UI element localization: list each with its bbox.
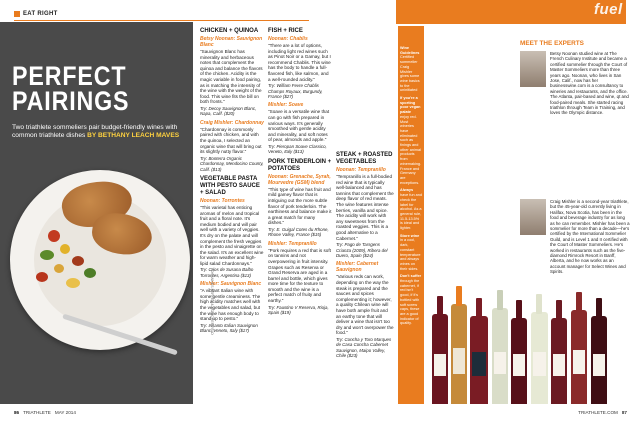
column-3 (336, 152, 394, 362)
bottle-neck (596, 298, 602, 318)
wine-pick-body: "There are a lot of options, including light red wines such as Pinot Noir or a Gamay, but I recommend Chablis. This wine has the body to handle a full-flavored fish, like salmon, and a well-rounded acidity." (268, 43, 331, 82)
wine-pick-body: "Pork requires a red that is soft on tannins and not overpowering in fruit intensity. Grapes such as Reserva or Grand Reserva are aged in a barrel and bottle, which gives more time for the texture to smooth and the wine is a perfect match of fruity and earthy." (268, 247, 331, 304)
wine-pick-try: Try: Decoy Sauvignon Blanc, Napa, Calif. ($20) (200, 105, 257, 117)
dish-heading: FISH + RICE (268, 28, 303, 34)
greens-image (40, 250, 54, 260)
issue-date: MAY 2014 (54, 410, 76, 415)
bottle-neck (437, 296, 443, 316)
wine-pick-body: "Various reds can work, depending on the way the steak is prepared and the sauces and spices complementing it; however, a quality Chilean wine will have both ample fruit and an earthy tone that will deliver a wine that isn't too dry and won't overpower the food." (336, 274, 394, 336)
section-label: EAT RIGHT (23, 11, 58, 17)
wine-pick-try: Try: Insanto Italian Sauvignon Blanc, Veneto, Italy ($17) (200, 322, 258, 334)
tip-heading: Always (400, 188, 414, 193)
section-marker-icon (14, 11, 20, 17)
deck-text: Two triathlete sommeliers pair budget-friendly wines with common triathlete dishes (12, 124, 178, 139)
section-brand: fuel (594, 1, 623, 18)
bottle-image (551, 318, 567, 404)
bottle-image (432, 314, 448, 404)
wine-pick-body: "Soave is a versatile wine that can go with fish prepared in various ways. It's generally smoothed with gentle acidity and minerality, and soft notes of pear, almonds and apple." (268, 109, 330, 143)
wine-pick-name: Noonan: Tempranillo (336, 167, 386, 173)
title-line-2: PAIRINGS (12, 86, 130, 116)
wine-pick-try: Try: William Fevre Chablis Champs Royaux, Burgundy, France ($27) (268, 83, 323, 99)
photo-credit: JOHANNES BERTEL & GOOCHERVISIO (210, 268, 214, 335)
guidelines-title: Wine Guidelines (400, 46, 420, 55)
footer-right (578, 410, 627, 415)
dish-heading: PORK TENDERLOIN + POTATOES (268, 158, 332, 172)
expert-portrait (520, 51, 546, 87)
tip-heading: Store wine (400, 233, 420, 238)
wine-pick-name: Noonan: Grenache, Syrah, Mourvedre (GSM) blend (268, 173, 331, 186)
expert-bio: Betsy Noonan studied wine at The French Culinary Institute and became a certified sommelier through the Court of Master Sommeliers more than three years ago. Noonan, who lives in San Jose, Calif., now has her businesswine.com is a consultancy to wineries and restaurants, and the office. The Atlanta, pair-based and wine, qt and food-paired meals. She started racing triathlon through Team in Training, and loves the Olympic distance. (550, 51, 629, 116)
experts-heading: MEET THE EXPERTS (520, 40, 584, 47)
guideline-tip (400, 96, 422, 185)
bottle-image (511, 318, 527, 404)
page-banner (396, 0, 626, 24)
tip-text: through the cabernet, if red isn't good, if it's bottled with soft screw caps, these are a good indicator of quality. (400, 279, 420, 326)
corn-image (60, 244, 70, 254)
wine-pick-name: Mishler: Cabernet Sauvignon (336, 261, 379, 274)
wine-pick-body: "This type of wine has fruit and mild gamey flavor that is intriguing out the more subtle flavor of pork tenderloin. The earthiness and balance make it a great match for many dishes." (268, 186, 332, 226)
tomato-image (72, 256, 84, 266)
bottle-image (591, 316, 607, 404)
wine-pick-name: Noonan: Torrontes (200, 197, 245, 204)
article-deck (12, 124, 187, 140)
tip-text: enjoy red. Most wineries have eliminated such as finings and other animal products from winemaking. France and Germany are exceptions. (400, 114, 422, 185)
wine-pick-body: "Chardonnay is commonly paired with chicken, and with the quinoa, I selected an organic wine that will bring out its slightly nutty flavor." (200, 126, 262, 155)
tip-text: have fun and check the label for alcohol. As a general rule, 11.5-13.5% is ideal and lighter. (400, 193, 422, 231)
wine-pick-body: "A vibrant Italian wine with some gentle creaminess. The high acidity matches well with the vegetables and salad, but the wine has enough body to stand up to pesto." (200, 288, 261, 322)
tip-heading: Don't suffer (400, 274, 422, 279)
page-number: 87 (621, 410, 627, 415)
column-2 (268, 28, 332, 318)
bottle-image (470, 316, 488, 404)
expert-portrait (520, 199, 546, 235)
title-line-1: PERFECT (12, 61, 127, 91)
wine-pick-try: Try: Pieropan Soave Classico, Veneto, Italy ($13) (268, 143, 327, 155)
bottle-image (492, 308, 508, 404)
wine-pick-body: "Sauvignon Blanc has minerality and herbaceous notes that complement the quinoa and balance the flavors of the chicken. Acidity is the magic variable in food pairing, as is matching the intensity of the wine with the weight of the food. This wine fits the bill on both fronts." (200, 49, 263, 105)
guideline-tip (400, 274, 422, 326)
experts-panel (520, 40, 630, 275)
magazine-name: TRIATHLETE (23, 410, 51, 415)
wine-pick-name: Mishler: Tempranillo (268, 240, 317, 247)
wine-pick-name: Mishler: Soave (268, 102, 304, 109)
bottle-neck (536, 294, 542, 314)
wine-pick-try: Try: Pago de Tarsgens Crianza (2009), Ribera del Duero, Spain ($24) (336, 242, 388, 258)
guideline-tip (400, 234, 422, 272)
wine-pick-name: Craig Mishler: Chardonnay (200, 119, 264, 126)
tomato-image (36, 272, 48, 282)
tomato-image (48, 230, 60, 242)
guideline-tip (400, 188, 422, 230)
guidelines-sidebar (398, 26, 424, 404)
wine-pick-name: Noonan: Chablis (268, 36, 308, 42)
wine-pick-body: "This varietal has enticing aromas of melon and tropical fruit and a floral note. It's medium bodied and will pair well with a variety of veggies. It's dry on the palate and will complement the fresh veggies in the pesto and vinaigrette on the salad. It's an excellent wine for warm weather and high-lipid salad Chardonnays." (200, 204, 264, 266)
article-title (12, 61, 130, 116)
bottle-neck (576, 292, 582, 312)
bottle-neck (476, 298, 482, 318)
dish-heading: STEAK + ROASTED VEGETABLES (336, 152, 393, 165)
tip-heading: If you're a sporting poor vegan palate (400, 96, 421, 115)
magazine-url: TRIATHLETE.COM (578, 410, 618, 415)
page-number: 86 (14, 410, 20, 415)
wine-pick-try: Try: Faustino V Reserva, Rioja, Spain ($19) (268, 304, 329, 316)
tip-text: in a cool, dark, constant temperature and always wines on their sides. (400, 238, 421, 271)
wine-pick-name: Mishler: Sauvignon Blanc (200, 281, 262, 288)
bottle-image (451, 304, 467, 404)
wine-pick-name: Betsy Noonan: Sauvignon Blanc (200, 36, 263, 48)
bottle-image (531, 312, 548, 404)
wine-pick-try: Try: E. Guigal Cotes du Rhone, Rhone Valley, France ($15) (268, 226, 329, 238)
section-header (14, 10, 58, 18)
wine-pick-try: Try: Concha y Toro Marques de Casa Concha Cabernet Sauvignon, Maipo Valley, Chile ($23) (336, 336, 392, 359)
guidelines-intro: Certified sommelier Craig Mishler gives some wine basics to the uninitiated (400, 55, 420, 93)
footer-left (14, 410, 76, 415)
food-photo (0, 22, 193, 404)
wine-pick-try: Try: Crios de Susana Balbo Torrontes, Argentina ($13) (200, 267, 254, 278)
wine-pick-body: "Tempranillo is a full-bodied red wine that is typically well-balanced and has tannins that complement the deep flavor of red meats. The wine features intense berries, vanilla and spice. The acidity will work with any sweetness from the roasted veggies. This is a good alternative to a Cabernet." (336, 174, 394, 241)
dish-heading: VEGETABLE PASTA WITH PESTO SAUCE + SALAD (200, 175, 260, 196)
byline: BY BETHANY LEACH MAVES (87, 132, 180, 139)
guidelines-heading (400, 46, 422, 93)
bottle-neck (497, 290, 503, 310)
expert-noonan (520, 51, 630, 193)
header-rule (14, 20, 309, 21)
bottle-neck (556, 300, 562, 320)
bottle-neck (456, 286, 462, 306)
corn-image (54, 264, 64, 273)
expert-mishler (520, 199, 630, 275)
greens-image (84, 268, 96, 278)
bottle-image (571, 310, 587, 404)
bottle-neck (516, 300, 522, 320)
wine-pick-try: Try: Bonterra Organic Chardonnay, Mendocino County, Calif. ($13) (200, 155, 264, 172)
expert-bio: Craig Mishler is a second-year triathlete, but the 45-year-old currently living in Halifax, Nova Scotia, has been in the food and beverage industry for as long as he can remember. Mishler has been a sommelier for more than a decade—he's certified by the International Sommelier Guild, and is Level 1 and II certified with the Court of Master Sommeliers. He's worked in restaurants such as the five-diamond Rimrock Resort in Banff, Alberta, and he now works as an account manager for Select Wines and Spirits. (550, 199, 630, 275)
corn-image (66, 278, 80, 288)
dish-heading: CHICKEN + QUINOA (200, 28, 259, 34)
